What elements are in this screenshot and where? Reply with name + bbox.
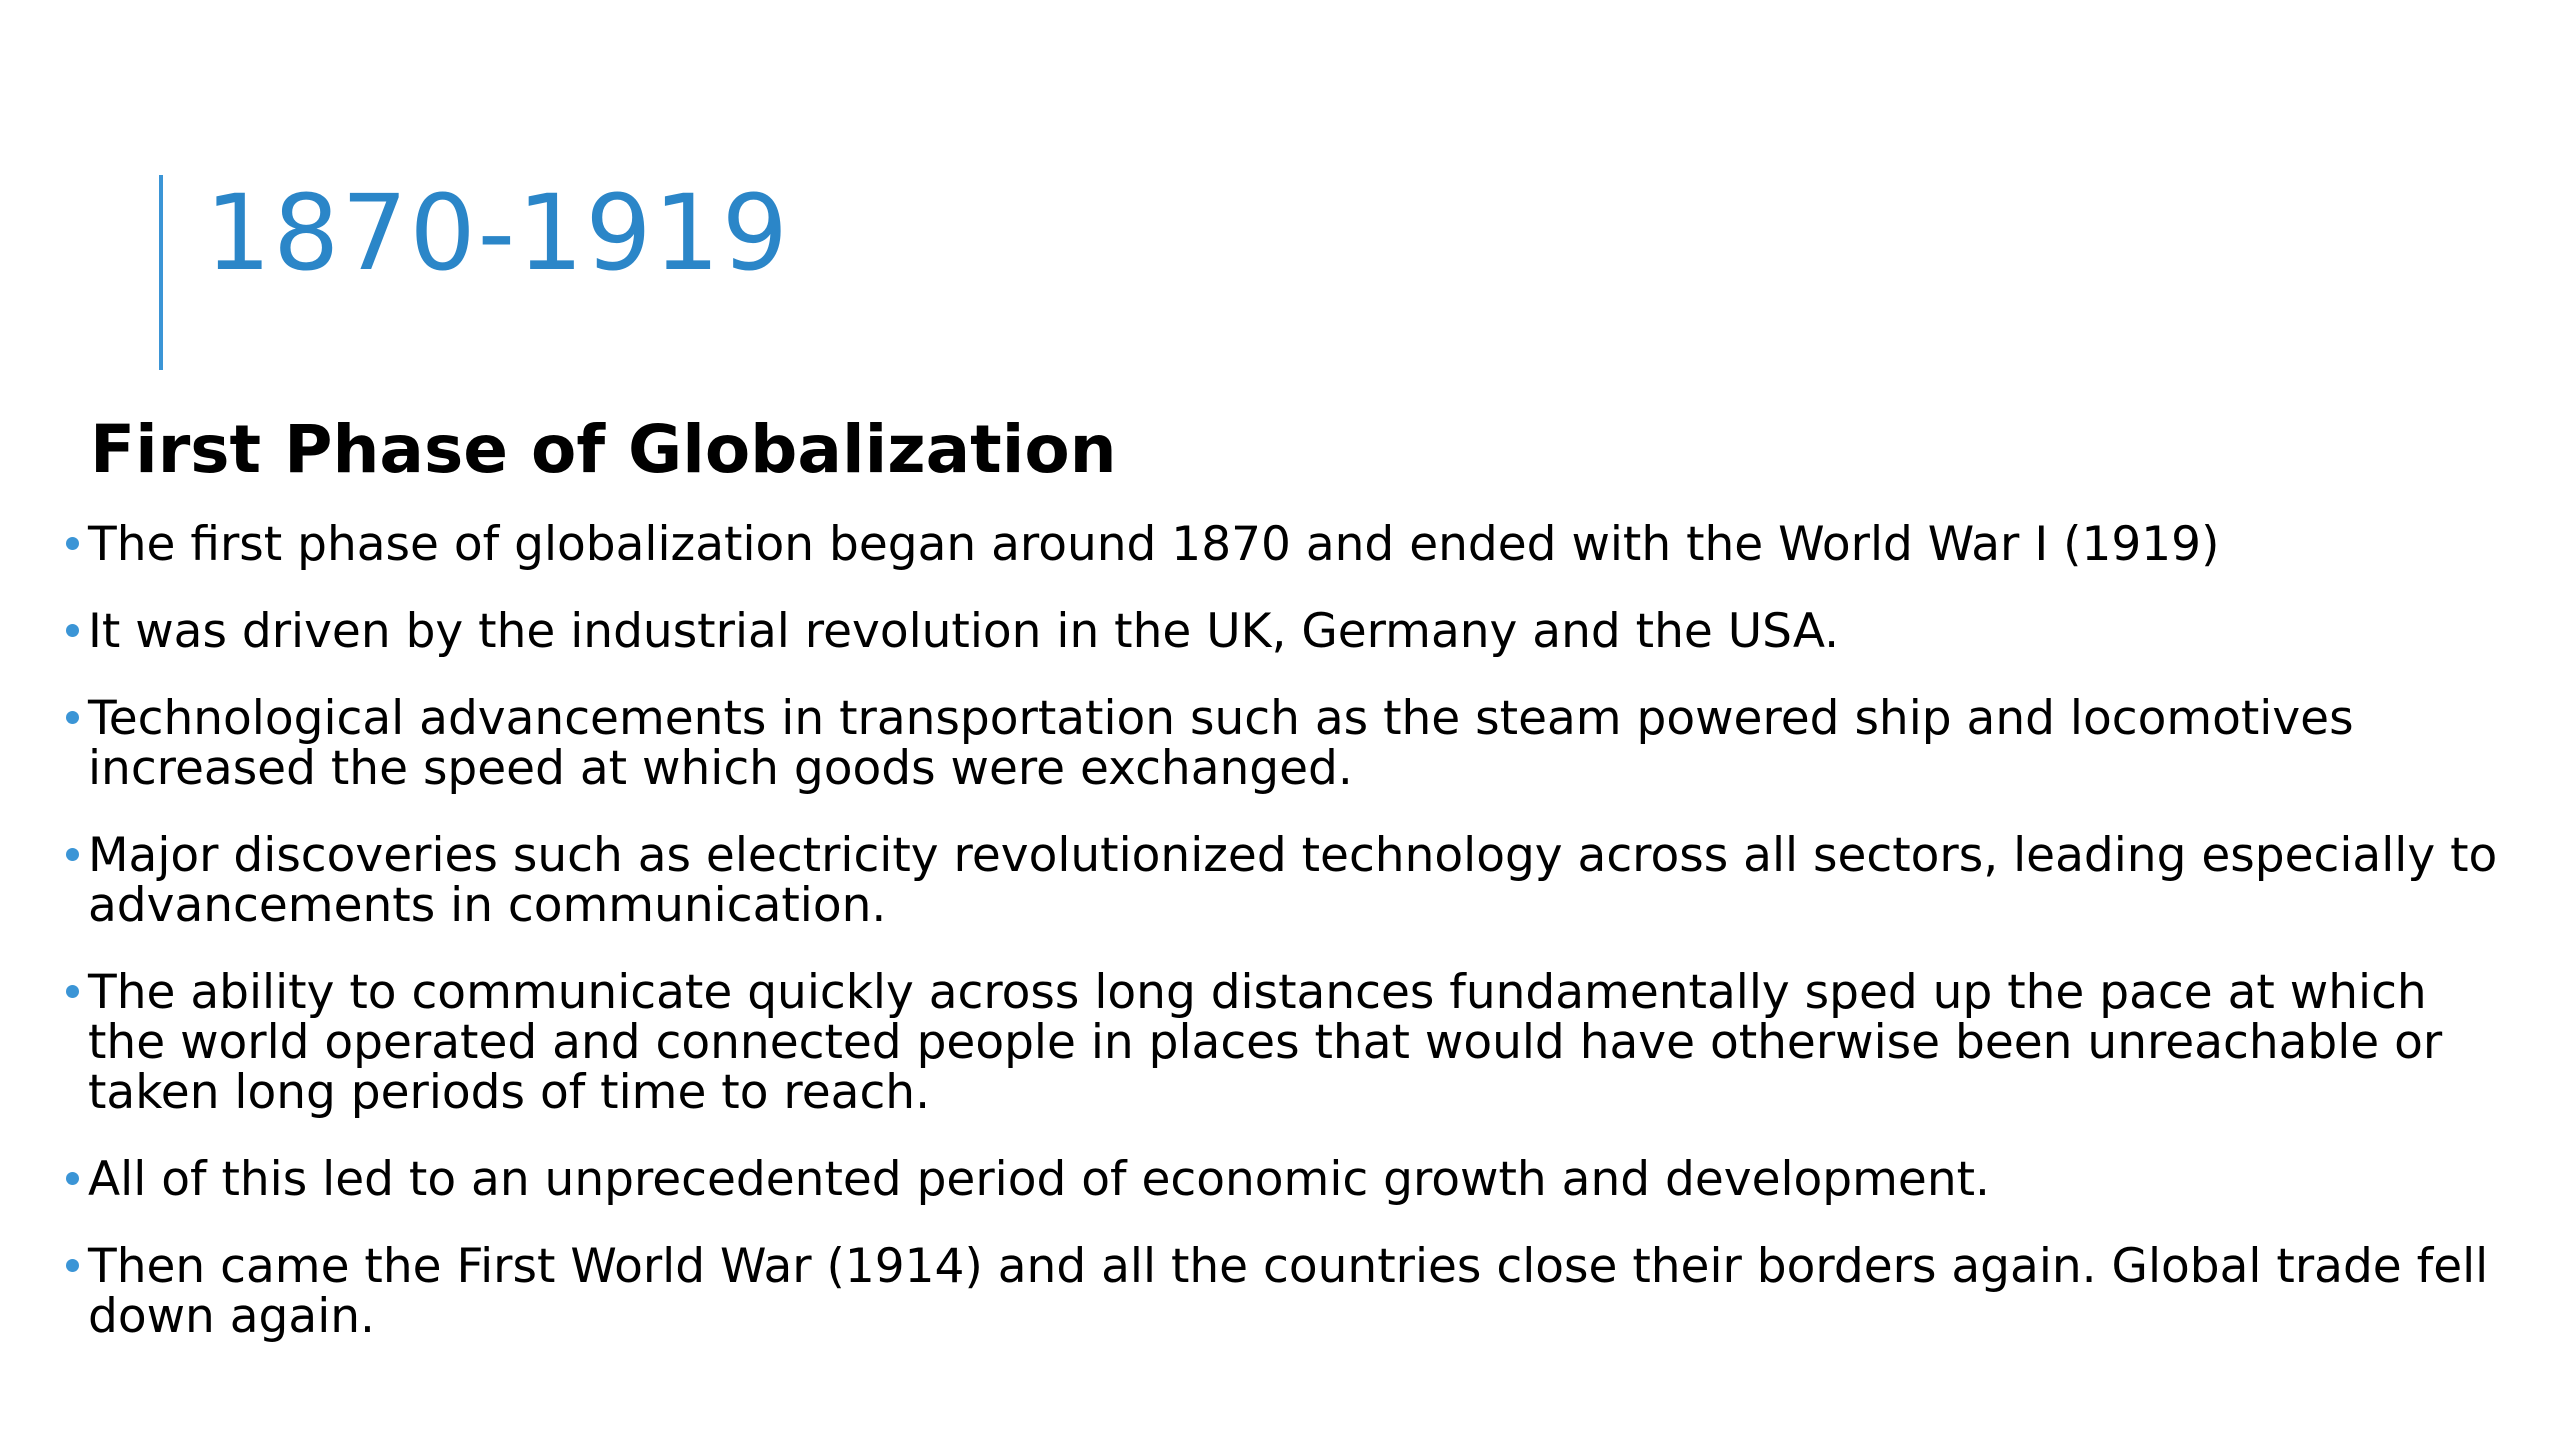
bullet-text: It was driven by the industrial revolution in the UK, Germany and the USA. — [88, 604, 1840, 659]
bullet-text: All of this led to an unprecedented period of economic growth and development. — [88, 1152, 1990, 1207]
bullet-item — [64, 691, 2504, 796]
bullet-item — [64, 604, 2504, 659]
slide-subtitle: First Phase of Globalization — [90, 411, 1117, 488]
bullet-text: Major discoveries such as electricity revolutionized technology across all sectors, leading especially to advancements in communication. — [88, 828, 2498, 933]
bullet-dot-icon — [66, 985, 79, 998]
slide-title: 1870-1919 — [205, 172, 790, 294]
title-accent-bar — [159, 175, 163, 370]
bullet-item — [64, 1239, 2504, 1344]
bullet-dot-icon — [66, 848, 79, 861]
bullet-dot-icon — [66, 537, 79, 550]
bullet-dot-icon — [66, 711, 79, 724]
bullet-list — [64, 517, 2504, 1379]
bullet-text: Technological advancements in transportation such as the steam powered ship and locomotives increased the speed at which goods were exchanged. — [88, 691, 2354, 796]
bullet-item — [64, 517, 2504, 572]
bullet-item — [64, 1152, 2504, 1207]
bullet-item — [64, 965, 2504, 1120]
bullet-dot-icon — [66, 1172, 79, 1185]
bullet-dot-icon — [66, 624, 79, 637]
bullet-item — [64, 828, 2504, 933]
bullet-text: The ability to communicate quickly across long distances fundamentally sped up the pace at which the world operated and connected people in places that would have otherwise been unreachable or taken long periods of time to reach. — [88, 965, 2443, 1120]
bullet-dot-icon — [66, 1259, 79, 1272]
bullet-text: The first phase of globalization began around 1870 and ended with the World War I (1919) — [88, 517, 2220, 572]
bullet-text: Then came the First World War (1914) and all the countries close their borders again. Global trade fell down again. — [88, 1239, 2489, 1344]
